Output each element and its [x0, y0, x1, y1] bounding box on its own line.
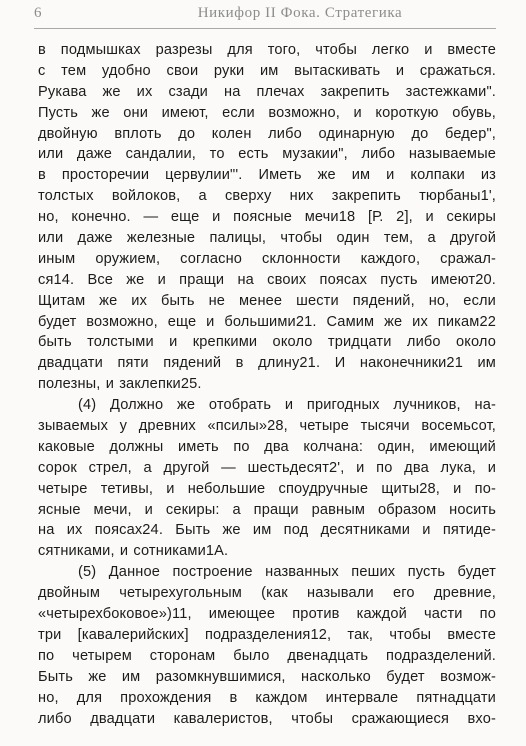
- text-line: сятниками, и сотниками1А.: [38, 543, 229, 560]
- text-line: в подмышках разрезы для того, чтобы легко и вместе: [38, 42, 496, 58]
- body-text: [38, 40, 496, 729]
- page-header: [0, 0, 526, 30]
- text-line: (4) Должно же отобрать и пригодных лучников, на-: [78, 397, 496, 414]
- text-line: с тем удобно свои руки им вытаскивать и сражаться.: [38, 62, 496, 79]
- text-line: Быть же им разомкнувшимися, насколько будет возмож-: [38, 668, 496, 685]
- text-line: сорок стрел, а другой — шестьдесят2', и по два лука, и: [38, 459, 496, 476]
- text-line: «четырехбоковое»)11, имеющее против каждой части по: [38, 606, 496, 623]
- text-line: (5) Данное построение названных пеших пусть будет: [78, 564, 496, 581]
- text-line: иным оружием, согласно склонности каждого, сражал-: [38, 250, 496, 267]
- running-title: Никифор II Фока. Стратегика: [197, 5, 403, 21]
- text-line: Рукава же их сзади на плечах закрепить застежками".: [38, 83, 496, 100]
- text-line: по четырем сторонам было двенадцать подразделений.: [38, 647, 496, 664]
- text-line: зываемых у древних «псилы»28, четыре тысячи восемьсот,: [38, 418, 496, 435]
- text-line: три [кавалерийских] подразделения12, так, чтобы вместе: [38, 626, 496, 643]
- text-line: двойным четырехугольным (как называли его древние,: [38, 585, 496, 602]
- text-line: или даже железные палицы, чтобы один тем, а другой: [38, 230, 496, 247]
- text-line: четыре тетивы, и небольшие споудручные щиты28, и по-: [38, 480, 496, 497]
- page-number: 6: [34, 5, 42, 21]
- text-line: двадцати пяти пядений в длину21. И наконечники21 им: [38, 355, 496, 372]
- text-line: на их поясах24. Быть же им под десятниками и пятиде-: [38, 522, 496, 539]
- text-line: толстых войлоков, а сверху них закрепить тюрбаны1',: [38, 188, 496, 205]
- text-line: каковые должны иметь по два колчана: один, имеющий: [38, 438, 496, 455]
- text-line: полезны, и заклепки25.: [38, 376, 202, 393]
- text-line: либо двадцати кавалеристов, чтобы сражающиеся вхо-: [38, 710, 496, 727]
- header-rule: [34, 28, 496, 29]
- text-line: или даже сандалии, то есть музакии", либо называемые: [38, 146, 496, 163]
- text-line: Пусть же они имеют, если возможно, и короткую обувь,: [38, 104, 496, 121]
- text-line: будет возможно, еще и большими21. Самим же их пикам22: [38, 313, 496, 330]
- text-line: но, для прохождения в каждом интервале пятнадцати: [38, 689, 496, 706]
- text-line: но, конечно. — еще и поясные мечи18 [Р. 2], и секиры: [38, 209, 496, 226]
- text-line: в просторечии цервулии"'. Иметь же им и колпаки из: [38, 167, 496, 184]
- text-line: двойную вплоть до колен либо одинарную до бедер",: [38, 125, 496, 142]
- text-line: ся14. Все же и пращи на своих поясах пусть имеют20.: [38, 271, 496, 288]
- text-line: быть толстыми и крепкими около тридцати либо около: [38, 334, 496, 351]
- text-line: Щитам же их быть не менее шести пядений, но, если: [38, 292, 496, 309]
- text-line: ясные мечи, и секиры: а пращи равным образом носить: [38, 501, 496, 518]
